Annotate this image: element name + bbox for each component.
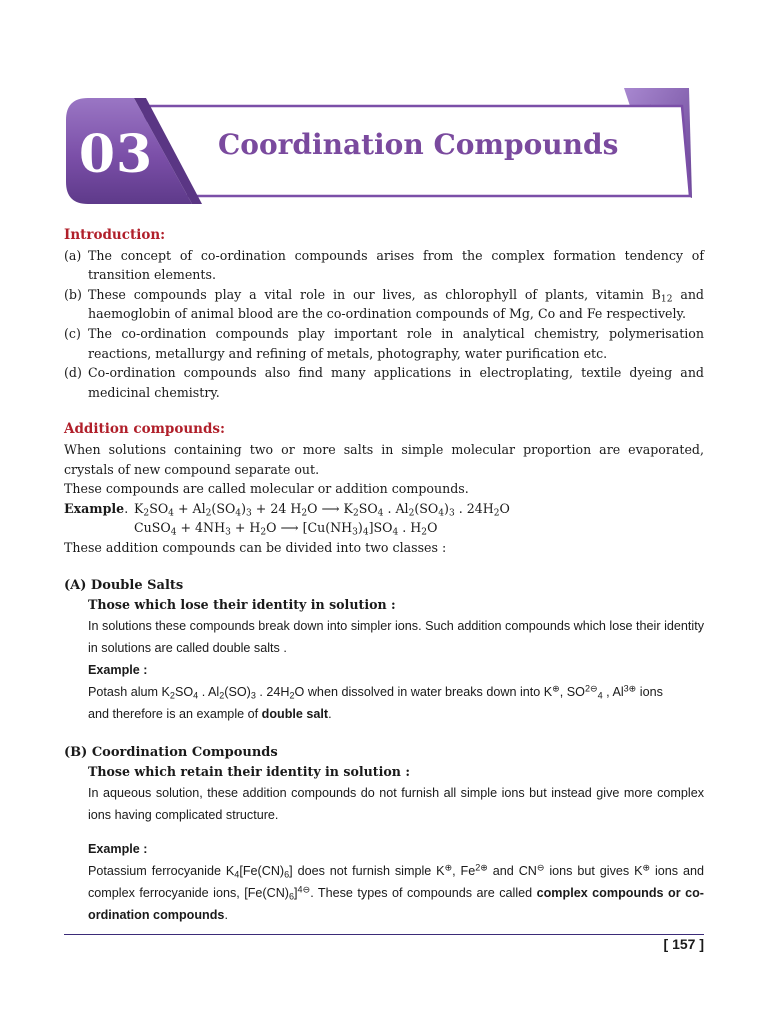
double-salts-heading: (A) Double Salts xyxy=(64,577,184,593)
addition-heading: Addition compounds: xyxy=(64,421,225,438)
example-label: Example. xyxy=(64,500,129,516)
chapter-title: Coordination Compounds xyxy=(218,128,619,161)
double-salts-example-line2: and therefore is an example of double salt. xyxy=(88,706,332,721)
item-label: (a) xyxy=(64,247,82,263)
item-label: (c) xyxy=(64,325,81,341)
example-equation-2 xyxy=(64,518,704,538)
reaction-arrow: ⟶ xyxy=(276,520,303,536)
coordination-heading: (B) Coordination Compounds xyxy=(64,744,278,760)
page-content xyxy=(64,226,704,926)
equation-1: $K_2SO_4 + Al_2(SO_4)_3 + 24$ $H_2O$ ⟶ $K_2SO_4$ . $Al_2(SO_4)_3$ . $24H_2O$ xyxy=(134,500,510,518)
intro-item-d xyxy=(64,363,704,402)
double-salts-subheading: Those which lose their identity in solution : xyxy=(88,597,396,613)
addition-para-3: These addition compounds can be divided into two classes : xyxy=(64,539,447,555)
intro-item-a xyxy=(64,246,704,285)
coordination-para: In aqueous solution, these addition compounds do not furnish all simple ions but instead give more complex ions having complicated structure. xyxy=(88,785,704,822)
intro-item-c xyxy=(64,324,704,363)
chapter-number: 03 xyxy=(78,124,154,185)
footer-rule xyxy=(64,934,704,935)
introduction-heading: Introduction: xyxy=(64,227,166,243)
addition-para-1: When solutions containing two or more salts in simple molecular proportion are evaporated, crystals of new compound separate out. xyxy=(64,441,704,477)
item-text: The concept of co-ordination compounds arises from the complex formation tendency of transition elements. xyxy=(88,247,704,283)
item-text: These compounds play a vital role in our lives, as chlorophyll of plants, vitamin $B_{12}$ and haemoglobin of animal blood are the co-ordination compounds of Mg, Co and Fe respectively. xyxy=(88,286,704,322)
coordination-subheading: Those which retain their identity in solution : xyxy=(88,764,410,780)
addition-para-2: These compounds are called molecular or addition compounds. xyxy=(64,481,469,497)
item-text: Co-ordination compounds also find many applications in electroplating, textile dyeing and medicinal chemistry. xyxy=(88,365,704,400)
coordination-example-label: Example : xyxy=(88,841,148,856)
item-label: (b) xyxy=(64,286,82,302)
reaction-arrow: ⟶ xyxy=(317,500,344,516)
example-equation-1 xyxy=(64,499,704,519)
intro-item-b xyxy=(64,285,704,324)
coordination-example: Potassium ferrocyanide $K_4[Fe(CN)_6]$ does not furnish simple K⊕, $Fe^{2\oplus}$ and CN⊖ ions but gives K⊕ ions and complex ferrocyanide ions, $[Fe(CN)_6]^{4⊖}$. These types of compounds are called complex compounds or co-ordination compounds. xyxy=(88,862,704,922)
double-salts-para: In solutions these compounds break down into simpler ions. Such addition compounds which lose their identity in solutions are called double salts . xyxy=(88,618,704,655)
item-text: The co-ordination compounds play important role in analytical chemistry, polymerisation reactions, metallurgy and refining of metals, photography, water purification etc. xyxy=(88,325,704,361)
double-salts-example-label: Example : xyxy=(88,662,148,677)
equation-2: CuSO$_4$ + $4NH_3 + H_2O$ ⟶ $[Cu(NH_3)_4]SO_4$ . $H_2O$ xyxy=(134,520,438,538)
item-label: (d) xyxy=(64,365,82,381)
page-number: [ 157 ] xyxy=(663,936,704,952)
double-salts-example: Potash alum $K_2SO_4$ . $Al_2(SO)_3$ . $24H_2O$ when dissolved in water breaks down into K⊕, $SO^{2⊖}_4$ , $Al^{3\oplus}$ ions xyxy=(88,683,663,700)
